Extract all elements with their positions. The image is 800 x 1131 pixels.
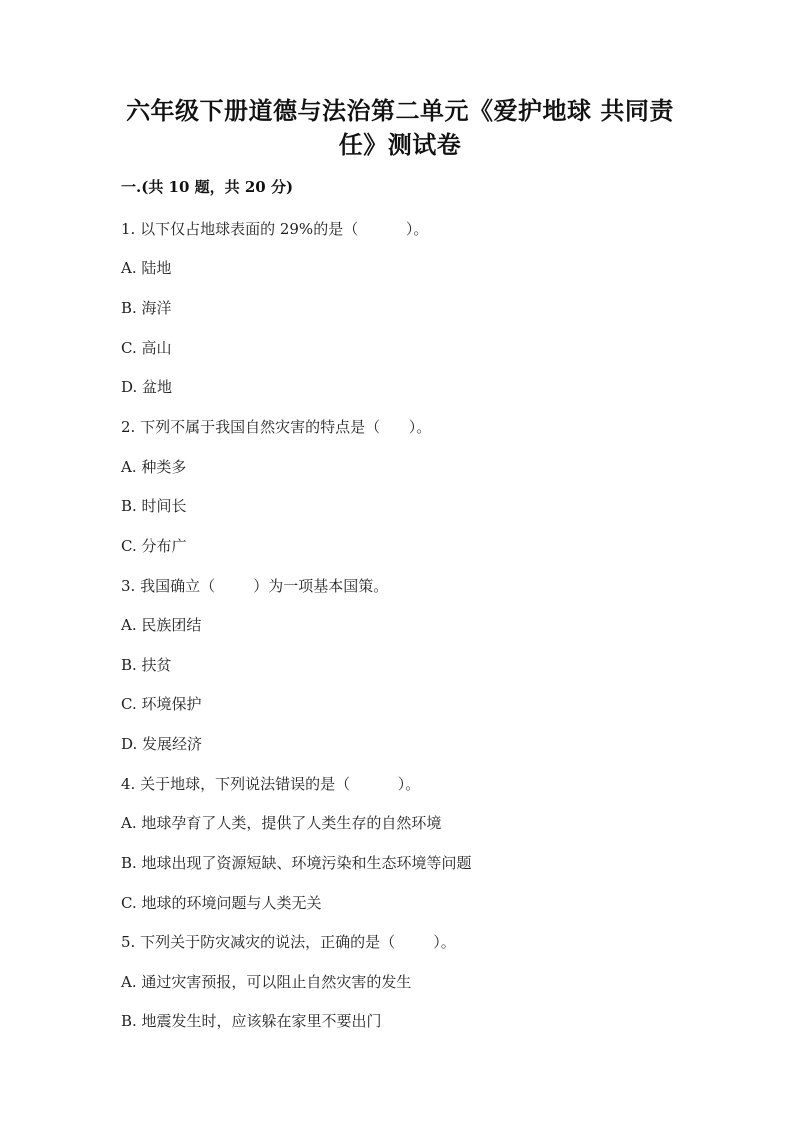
exam-title-line-1: 六年级下册道德与法治第二单元《爱护地球 共同责 bbox=[126, 96, 674, 125]
section-header: 一.(共 10 题，共 20 分) bbox=[121, 178, 294, 196]
question-5-stem: 5. 下列关于防灾减灾的说法，正确的是（ ）。 bbox=[121, 933, 456, 951]
exam-title-line-2: 任》测试卷 bbox=[338, 130, 462, 159]
question-3-option-b: B. 扶贫 bbox=[121, 656, 172, 674]
question-2-option-a: A. 种类多 bbox=[121, 458, 187, 476]
question-1-option-b: B. 海洋 bbox=[121, 299, 172, 317]
question-5-option-a: A. 通过灾害预报，可以阻止自然灾害的发生 bbox=[121, 973, 412, 991]
question-4-option-c: C. 地球的环境问题与人类无关 bbox=[121, 894, 322, 912]
question-1-option-a: A. 陆地 bbox=[121, 259, 172, 277]
question-1-option-d: D. 盆地 bbox=[121, 378, 173, 396]
question-5-option-b: B. 地震发生时，应该躲在家里不要出门 bbox=[121, 1012, 382, 1030]
question-1-option-c: C. 高山 bbox=[121, 339, 172, 357]
question-1-stem: 1. 以下仅占地球表面的 29%的是（ ）。 bbox=[121, 220, 429, 238]
question-3-option-d: D. 发展经济 bbox=[121, 735, 203, 753]
question-2-stem: 2. 下列不属于我国自然灾害的特点是（ ）。 bbox=[121, 418, 432, 436]
question-2-option-b: B. 时间长 bbox=[121, 497, 187, 515]
question-4-option-a: A. 地球孕育了人类，提供了人类生存的自然环境 bbox=[121, 814, 442, 832]
question-4-stem: 4. 关于地球，下列说法错误的是（ ）。 bbox=[121, 775, 421, 793]
question-4-option-b: B. 地球出现了资源短缺、环境污染和生态环境等问题 bbox=[121, 854, 472, 872]
exam-title bbox=[100, 94, 700, 162]
question-2-option-c: C. 分布广 bbox=[121, 537, 187, 555]
question-3-stem: 3. 我国确立（ ）为一项基本国策。 bbox=[121, 577, 389, 595]
question-3-option-a: A. 民族团结 bbox=[121, 616, 202, 634]
question-3-option-c: C. 环境保护 bbox=[121, 695, 202, 713]
